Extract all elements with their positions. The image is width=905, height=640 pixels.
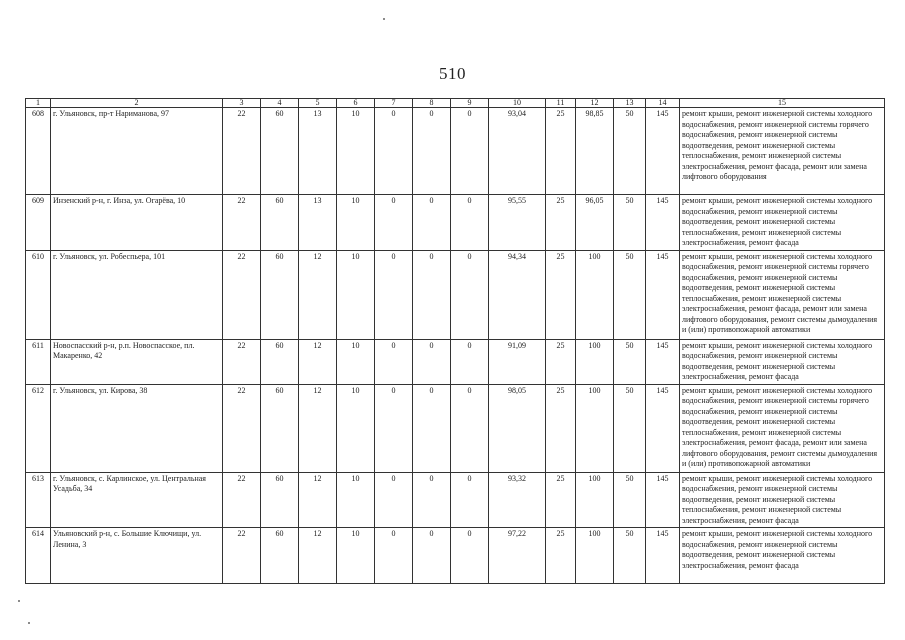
value-cell: 100: [576, 339, 614, 384]
value-cell: 0: [375, 250, 413, 339]
table-row: [26, 472, 885, 528]
value-cell: 100: [576, 384, 614, 472]
repair-schedule-table: [25, 98, 885, 584]
row-number-cell: 611: [26, 339, 51, 384]
value-cell: 0: [375, 472, 413, 528]
value-cell: 0: [375, 339, 413, 384]
value-cell: 0: [451, 195, 489, 251]
scan-speck: [18, 600, 20, 602]
value-cell: 0: [451, 108, 489, 195]
value-cell: 145: [646, 195, 680, 251]
value-cell: 93,04: [489, 108, 546, 195]
table-row: [26, 384, 885, 472]
column-header: 1: [26, 99, 51, 108]
value-cell: 60: [261, 250, 299, 339]
value-cell: 25: [546, 195, 576, 251]
value-cell: 0: [451, 472, 489, 528]
works-list-cell: ремонт крыши, ремонт инженерной системы холодного водоснабжения, ремонт инженерной системы горячего водоснабжения, ремонт инженерной системы водоотведения, ремонт инженерной системы теплоснабжения, ремонт инженерной системы электроснабжения, ремонт фасада, ремонт или замена лифтового оборудования: [680, 108, 885, 195]
row-number-cell: 609: [26, 195, 51, 251]
value-cell: 10: [337, 195, 375, 251]
value-cell: 25: [546, 339, 576, 384]
value-cell: 22: [223, 108, 261, 195]
address-cell: Ульяновский р-н, с. Большие Ключищи, ул. Ленина, 3: [51, 528, 223, 584]
value-cell: 0: [451, 384, 489, 472]
value-cell: 22: [223, 339, 261, 384]
value-cell: 12: [299, 384, 337, 472]
value-cell: 12: [299, 339, 337, 384]
value-cell: 13: [299, 108, 337, 195]
address-cell: г. Ульяновск, с. Карлинское, ул. Центральная Усадьба, 34: [51, 472, 223, 528]
address-cell: Инзенский р-н, г. Инза, ул. Огарёва, 10: [51, 195, 223, 251]
value-cell: 60: [261, 472, 299, 528]
row-number-cell: 613: [26, 472, 51, 528]
column-header: 12: [576, 99, 614, 108]
table-row: [26, 195, 885, 251]
column-header: 15: [680, 99, 885, 108]
value-cell: 145: [646, 472, 680, 528]
table-row: [26, 250, 885, 339]
value-cell: 10: [337, 528, 375, 584]
value-cell: 0: [375, 195, 413, 251]
value-cell: 145: [646, 339, 680, 384]
works-list-cell: ремонт крыши, ремонт инженерной системы холодного водоснабжения, ремонт инженерной системы водоотведения, ремонт инженерной системы электроснабжения, ремонт фасада: [680, 339, 885, 384]
column-header: 4: [261, 99, 299, 108]
column-header: 5: [299, 99, 337, 108]
value-cell: 25: [546, 108, 576, 195]
value-cell: 98,05: [489, 384, 546, 472]
column-number-row: [26, 99, 885, 108]
column-header: 10: [489, 99, 546, 108]
works-list-cell: ремонт крыши, ремонт инженерной системы холодного водоснабжения, ремонт инженерной системы водоотведения, ремонт инженерной системы теплоснабжения, ремонт инженерной системы электроснабжения, ремонт фасада: [680, 472, 885, 528]
value-cell: 0: [451, 250, 489, 339]
value-cell: 100: [576, 528, 614, 584]
value-cell: 50: [614, 195, 646, 251]
value-cell: 50: [614, 339, 646, 384]
works-list-cell: ремонт крыши, ремонт инженерной системы холодного водоснабжения, ремонт инженерной системы водоотведения, ремонт инженерной системы теплоснабжения, ремонт инженерной системы электроснабжения, ремонт фасада: [680, 195, 885, 251]
table-row: [26, 528, 885, 584]
scan-speck: [28, 622, 30, 624]
value-cell: 60: [261, 528, 299, 584]
value-cell: 98,85: [576, 108, 614, 195]
value-cell: 0: [375, 108, 413, 195]
value-cell: 60: [261, 195, 299, 251]
value-cell: 145: [646, 250, 680, 339]
value-cell: 10: [337, 384, 375, 472]
row-number-cell: 610: [26, 250, 51, 339]
works-list-cell: ремонт крыши, ремонт инженерной системы холодного водоснабжения, ремонт инженерной системы горячего водоснабжения, ремонт инженерной системы водоотведения, ремонт инженерной системы теплоснабжения, ремонт инженерной системы электроснабжения, ремонт фасада, ремонт или замена лифтового оборудования, ремонт системы дымоудаления и (или) противопожарной автоматики: [680, 384, 885, 472]
row-number-cell: 614: [26, 528, 51, 584]
value-cell: 25: [546, 250, 576, 339]
value-cell: 12: [299, 472, 337, 528]
value-cell: 0: [375, 384, 413, 472]
value-cell: 91,09: [489, 339, 546, 384]
value-cell: 13: [299, 195, 337, 251]
column-header: 14: [646, 99, 680, 108]
column-header: 7: [375, 99, 413, 108]
value-cell: 0: [413, 384, 451, 472]
page-number: 510: [439, 64, 466, 83]
column-header: 11: [546, 99, 576, 108]
value-cell: 0: [413, 250, 451, 339]
value-cell: 0: [413, 528, 451, 584]
value-cell: 145: [646, 384, 680, 472]
value-cell: 50: [614, 384, 646, 472]
value-cell: 100: [576, 472, 614, 528]
row-number-cell: 612: [26, 384, 51, 472]
value-cell: 0: [375, 528, 413, 584]
value-cell: 0: [413, 195, 451, 251]
address-cell: г. Ульяновск, ул. Кирова, 38: [51, 384, 223, 472]
works-list-cell: ремонт крыши, ремонт инженерной системы холодного водоснабжения, ремонт инженерной системы водоотведения, ремонт инженерной системы электроснабжения, ремонт фасада: [680, 528, 885, 584]
value-cell: 0: [413, 472, 451, 528]
value-cell: 10: [337, 339, 375, 384]
value-cell: 95,55: [489, 195, 546, 251]
value-cell: 12: [299, 528, 337, 584]
value-cell: 145: [646, 108, 680, 195]
value-cell: 25: [546, 528, 576, 584]
value-cell: 50: [614, 108, 646, 195]
value-cell: 0: [413, 339, 451, 384]
value-cell: 25: [546, 384, 576, 472]
value-cell: 100: [576, 250, 614, 339]
value-cell: 50: [614, 472, 646, 528]
address-cell: г. Ульяновск, ул. Робеспьера, 101: [51, 250, 223, 339]
value-cell: 22: [223, 250, 261, 339]
value-cell: 22: [223, 472, 261, 528]
column-header: 6: [337, 99, 375, 108]
column-header: 8: [413, 99, 451, 108]
works-list-cell: ремонт крыши, ремонт инженерной системы холодного водоснабжения, ремонт инженерной системы горячего водоснабжения, ремонт инженерной системы водоотведения, ремонт инженерной системы теплоснабжения, ремонт инженерной системы электроснабжения, ремонт фасада, ремонт или замена лифтового оборудования, ремонт системы дымоудаления и (или) противопожарной автоматики: [680, 250, 885, 339]
value-cell: 96,05: [576, 195, 614, 251]
value-cell: 60: [261, 339, 299, 384]
value-cell: 145: [646, 528, 680, 584]
column-header: 9: [451, 99, 489, 108]
address-cell: г. Ульяновск, пр-т Нариманова, 97: [51, 108, 223, 195]
column-header: 3: [223, 99, 261, 108]
row-number-cell: 608: [26, 108, 51, 195]
value-cell: 60: [261, 384, 299, 472]
value-cell: 12: [299, 250, 337, 339]
value-cell: 94,34: [489, 250, 546, 339]
scan-speck: [383, 18, 385, 20]
value-cell: 10: [337, 472, 375, 528]
value-cell: 10: [337, 108, 375, 195]
value-cell: 22: [223, 528, 261, 584]
column-header: 2: [51, 99, 223, 108]
value-cell: 22: [223, 195, 261, 251]
value-cell: 25: [546, 472, 576, 528]
value-cell: 50: [614, 250, 646, 339]
value-cell: 97,22: [489, 528, 546, 584]
address-cell: Новоспасский р-н, р.п. Новоспасское, пл. Макаренко, 42: [51, 339, 223, 384]
value-cell: 0: [451, 339, 489, 384]
value-cell: 0: [451, 528, 489, 584]
value-cell: 50: [614, 528, 646, 584]
value-cell: 0: [413, 108, 451, 195]
value-cell: 93,32: [489, 472, 546, 528]
value-cell: 22: [223, 384, 261, 472]
value-cell: 10: [337, 250, 375, 339]
value-cell: 60: [261, 108, 299, 195]
table-row: [26, 339, 885, 384]
column-header: 13: [614, 99, 646, 108]
table-row: [26, 108, 885, 195]
